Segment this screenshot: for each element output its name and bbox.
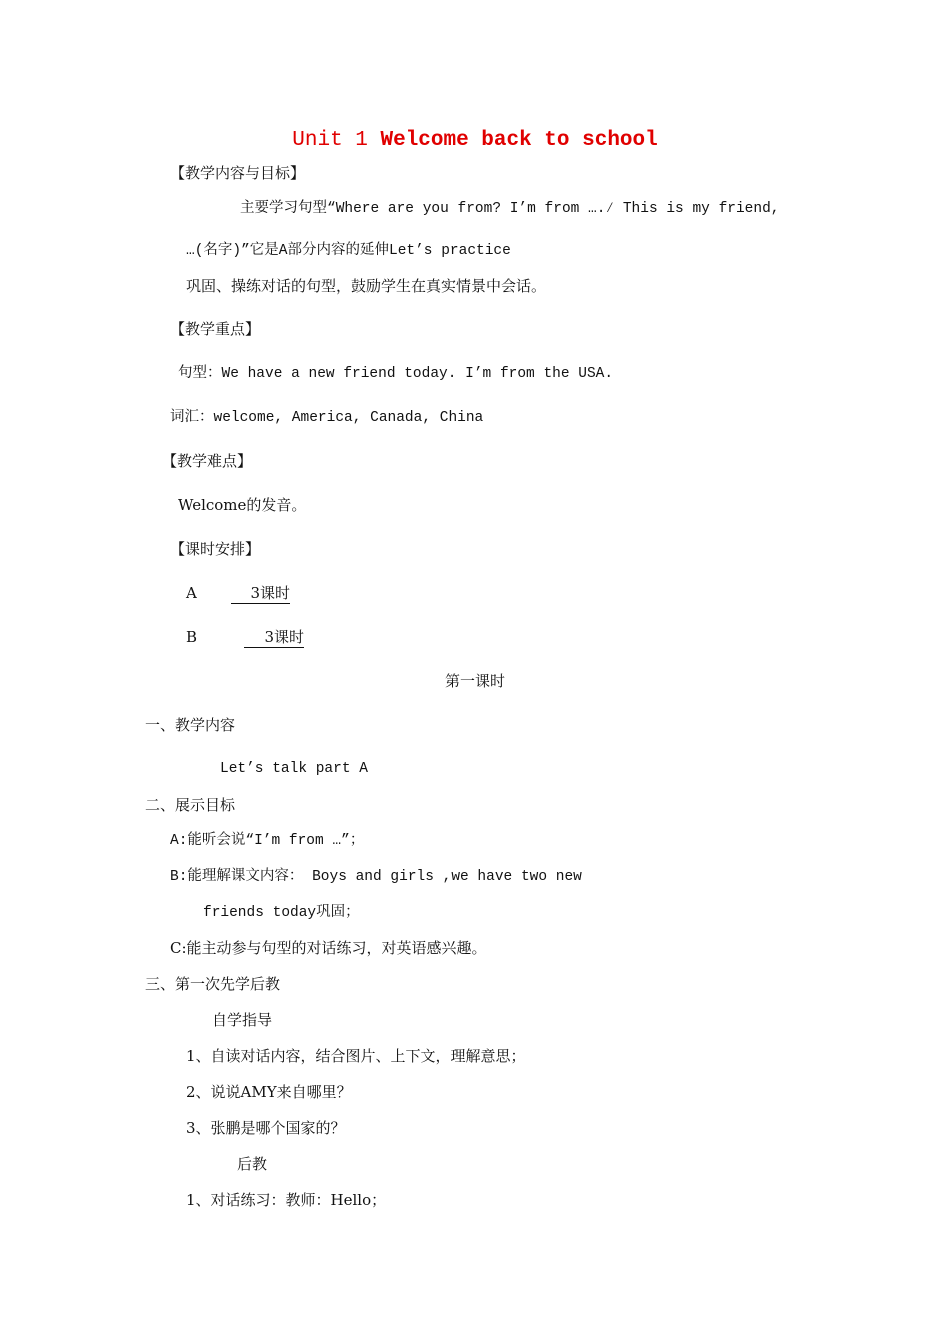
key-points-vocab: 词汇：welcome, America, Canada, China: [170, 410, 484, 426]
section1-text: Let’s talk part A: [220, 761, 368, 777]
schedule-row-b-value: 3课时: [244, 627, 304, 648]
key-points-heading: 【教学重点】: [170, 320, 261, 338]
section3-after: 后教: [237, 1155, 268, 1173]
difficulty-heading: 【教学难点】: [162, 452, 253, 470]
title-unit: Unit 1: [292, 129, 381, 152]
key-points-sentence: 句型：We have a new friend today. I’m from the USA.: [178, 366, 614, 382]
document-title: [0, 124, 950, 155]
schedule-row-b-label: B: [186, 628, 198, 646]
section3-item-3: 3、张鹏是哪个国家的？: [186, 1119, 346, 1137]
section3-guide: 自学指导: [212, 1011, 273, 1029]
section3-item-1: 1、自读对话内容，结合图片、上下文，理解意思；: [186, 1047, 526, 1065]
schedule-row-a-value: 3课时: [231, 583, 290, 604]
schedule-heading: 【课时安排】: [170, 540, 261, 558]
lesson-title: 第一课时: [444, 672, 505, 690]
section2-goal-b1: B:能理解课文内容： Boys and girls ,we have two new: [170, 869, 582, 885]
content-goals-heading: 【教学内容与目标】: [170, 164, 306, 182]
section2-goal-a: A:能听会说“I’m from …”；: [170, 833, 365, 849]
section3-heading: 三、第一次先学后教: [145, 975, 281, 993]
section1-heading: 一、教学内容: [145, 716, 236, 734]
section2-goal-c: C:能主动参与句型的对话练习，对英语感兴趣。: [170, 939, 487, 957]
section3-practice: 1、对话练习：教师：Hello；: [186, 1191, 387, 1209]
section2-heading: 二、展示目标: [145, 796, 236, 814]
section3-item-2: 2、说说AMY来自哪里？: [186, 1083, 352, 1101]
content-goals-line1: 主要学习句型“Where are you from? I’m from ….∕ This is my friend,: [240, 201, 780, 217]
schedule-row-a-label: A: [186, 584, 197, 602]
section2-goal-b2: friends today巩固；: [203, 905, 360, 921]
content-goals-line3: 巩固、操练对话的句型，鼓励学生在真实情景中会话。: [186, 277, 547, 295]
difficulty-text: Welcome的发音。: [178, 496, 307, 514]
content-goals-line2: …(名字)”它是A部分内容的延伸Let’s practice: [186, 243, 511, 259]
title-main: Welcome back to school: [380, 129, 658, 152]
